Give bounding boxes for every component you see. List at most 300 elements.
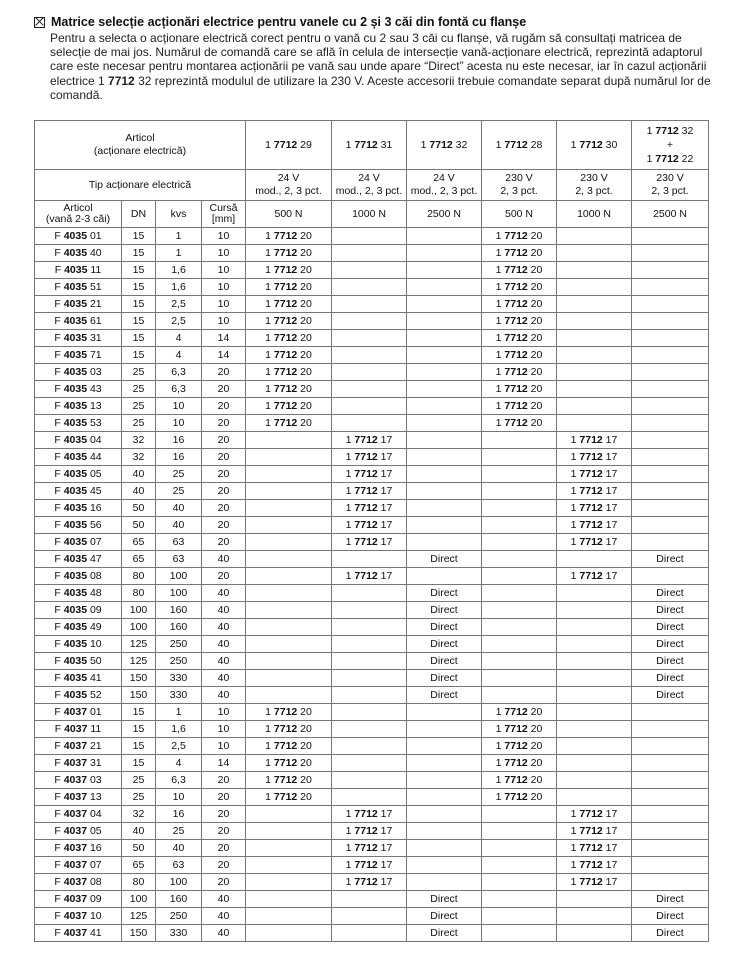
code-suffix: 29 xyxy=(297,139,312,151)
adapter-code-bold: 7712 xyxy=(504,791,528,803)
adapter-cell xyxy=(632,466,709,483)
header-stroke: Cursă [mm] xyxy=(202,201,246,228)
adapter-code-bold: 7712 xyxy=(273,774,298,786)
valve-article-code xyxy=(35,585,122,602)
adapter-code-bold: 7712 xyxy=(504,332,528,344)
code-prefix: F xyxy=(54,281,64,293)
valve-kvs: 40 xyxy=(156,500,202,517)
adapter-code: 1 7712 17 xyxy=(557,517,632,534)
adapter-cell xyxy=(407,483,482,500)
adapter-cell xyxy=(632,568,709,585)
valve-stroke: 14 xyxy=(202,755,246,772)
code-suffix: 10 xyxy=(87,910,102,922)
code-suffix: 71 xyxy=(87,349,102,361)
adapter-code: 1 7712 17 xyxy=(332,534,407,551)
adapter-cell xyxy=(557,262,632,279)
adapter-code: 1 7712 17 xyxy=(332,857,407,874)
table-row xyxy=(35,653,709,670)
adapter-cell xyxy=(632,364,709,381)
valve-article-code xyxy=(35,840,122,857)
valve-article-code xyxy=(35,364,122,381)
code-prefix: F xyxy=(54,689,64,701)
code-bold: 4035 xyxy=(63,587,88,599)
adapter-code-bold: 7712 xyxy=(273,281,298,293)
adapter-code: 1 7712 20 xyxy=(482,738,557,755)
adapter-code: 1 7712 20 xyxy=(246,279,332,296)
code-bold: 4035 xyxy=(63,434,88,446)
adapter-code: 1 7712 20 xyxy=(246,704,332,721)
adapter-code-bold: 7712 xyxy=(273,706,298,718)
code-prefix: F xyxy=(54,723,65,735)
valve-stroke: 20 xyxy=(202,517,246,534)
adapter-cell xyxy=(407,313,482,330)
direct-label: Direct xyxy=(632,670,709,687)
code-prefix: F xyxy=(54,315,64,327)
adapter-code: 1 7712 20 xyxy=(246,789,332,806)
valve-stroke: 14 xyxy=(202,330,246,347)
valve-article-code xyxy=(35,449,122,466)
valve-stroke: 20 xyxy=(202,823,246,840)
valve-dn: 15 xyxy=(122,738,156,755)
valve-kvs: 16 xyxy=(156,806,202,823)
code-bold: 4035 xyxy=(63,638,88,650)
adapter-cell xyxy=(632,517,709,534)
adapter-code: 1 7712 20 xyxy=(482,721,557,738)
adapter-code-bold: 7712 xyxy=(273,366,298,378)
adapter-cell xyxy=(246,636,332,653)
table-row xyxy=(35,330,709,347)
adapter-cell xyxy=(557,789,632,806)
adapter-cell xyxy=(332,585,407,602)
valve-kvs: 100 xyxy=(156,585,202,602)
adapter-code-bold: 7712 xyxy=(504,281,528,293)
adapter-cell xyxy=(557,279,632,296)
valve-stroke: 10 xyxy=(202,738,246,755)
adapter-code-bold: 7712 xyxy=(354,842,378,854)
adapter-cell xyxy=(632,347,709,364)
adapter-code-bold: 7712 xyxy=(354,570,378,582)
valve-kvs: 1,6 xyxy=(156,721,202,738)
adapter-code-bold: 7712 xyxy=(273,791,298,803)
table-row xyxy=(35,738,709,755)
plus-sign: + xyxy=(666,139,674,151)
adapter-code: 1 7712 20 xyxy=(482,415,557,432)
adapter-cell xyxy=(632,806,709,823)
adapter-cell xyxy=(632,840,709,857)
checkbox-cross-icon xyxy=(34,17,45,28)
adapter-code-bold: 7712 xyxy=(273,298,298,310)
code-bold: 4035 xyxy=(63,502,88,514)
header-actuator-type-value: 230 V 2, 3 pct. xyxy=(482,170,557,201)
valve-stroke: 20 xyxy=(202,840,246,857)
code-suffix: 28 xyxy=(527,139,543,151)
code-bold: 4037 xyxy=(63,876,88,888)
code-suffix: 61 xyxy=(87,315,102,327)
adapter-code-bold: 7712 xyxy=(504,349,528,361)
adapter-code: 1 7712 17 xyxy=(557,449,632,466)
table-row xyxy=(35,687,709,704)
adapter-code: 1 7712 20 xyxy=(482,381,557,398)
table-row xyxy=(35,296,709,313)
code-bold: 4035 xyxy=(63,553,88,565)
header-actuator-type-value: 24 V mod., 2, 3 pct. xyxy=(332,170,407,201)
code-suffix: 13 xyxy=(87,791,102,803)
adapter-cell xyxy=(557,687,632,704)
adapter-code-bold: 7712 xyxy=(579,859,603,871)
adapter-cell xyxy=(407,432,482,449)
adapter-cell xyxy=(246,466,332,483)
code-suffix: 32 xyxy=(452,139,468,151)
valve-article-code xyxy=(35,415,122,432)
direct-label: Direct xyxy=(407,585,482,602)
intro-text-2: 32 reprezintă modulul de utilizare la 230 V. Aceste accesorii trebuie comandate separat după numărul lor de comandă. xyxy=(50,73,711,102)
adapter-code-bold: 7712 xyxy=(273,757,298,769)
valve-stroke: 20 xyxy=(202,806,246,823)
valve-article-code xyxy=(35,806,122,823)
direct-label: Direct xyxy=(632,653,709,670)
code-bold: 4035 xyxy=(63,366,88,378)
code-bold: 4035 xyxy=(63,298,88,310)
code-bold: 4035 xyxy=(63,400,88,412)
adapter-cell xyxy=(407,840,482,857)
valve-stroke: 10 xyxy=(202,228,246,245)
adapter-code: 1 7712 20 xyxy=(482,347,557,364)
code-suffix: 40 xyxy=(87,247,102,259)
adapter-code: 1 7712 17 xyxy=(557,483,632,500)
adapter-code-bold: 7712 xyxy=(579,842,603,854)
adapter-cell xyxy=(482,517,557,534)
adapter-code: 1 7712 20 xyxy=(246,755,332,772)
adapter-code-bold: 7712 xyxy=(504,774,528,786)
code-prefix: 1 xyxy=(420,139,430,151)
adapter-cell xyxy=(632,296,709,313)
valve-kvs: 1 xyxy=(156,228,202,245)
valve-dn: 32 xyxy=(122,806,156,823)
adapter-code: 1 7712 17 xyxy=(332,432,407,449)
valve-dn: 100 xyxy=(122,891,156,908)
table-row xyxy=(35,517,709,534)
valve-stroke: 20 xyxy=(202,857,246,874)
adapter-cell xyxy=(246,500,332,517)
valve-kvs: 100 xyxy=(156,568,202,585)
code-suffix: 05 xyxy=(87,825,102,837)
code-suffix: 41 xyxy=(87,927,102,939)
valve-dn: 15 xyxy=(122,245,156,262)
table-row xyxy=(35,245,709,262)
adapter-cell xyxy=(632,415,709,432)
adapter-code: 1 7712 20 xyxy=(246,398,332,415)
adapter-code-bold: 7712 xyxy=(273,723,298,735)
adapter-cell xyxy=(407,245,482,262)
adapter-code-bold: 7712 xyxy=(273,740,298,752)
valve-dn: 25 xyxy=(122,364,156,381)
code-prefix: F xyxy=(54,264,65,276)
code-prefix: F xyxy=(54,808,64,820)
code-prefix: F xyxy=(54,519,64,531)
table-row xyxy=(35,602,709,619)
adapter-cell xyxy=(246,551,332,568)
header-force: 1000 N xyxy=(332,201,407,228)
adapter-code-bold: 7712 xyxy=(579,451,603,463)
code-bold: 7712 xyxy=(579,139,603,151)
table-row xyxy=(35,364,709,381)
header-actuator-code xyxy=(246,121,332,170)
code-bold: 4037 xyxy=(63,791,88,803)
adapter-code-bold: 7712 xyxy=(273,264,298,276)
header-actuator-type-value: 230 V 2, 3 pct. xyxy=(557,170,632,201)
code-suffix: 45 xyxy=(87,485,102,497)
adapter-code-bold: 7712 xyxy=(504,417,528,429)
valve-stroke: 14 xyxy=(202,347,246,364)
valve-dn: 40 xyxy=(122,466,156,483)
code-prefix: F xyxy=(54,485,64,497)
valve-dn: 15 xyxy=(122,704,156,721)
adapter-code: 1 7712 20 xyxy=(246,347,332,364)
valve-dn: 150 xyxy=(122,925,156,942)
valve-dn: 50 xyxy=(122,517,156,534)
adapter-cell xyxy=(332,279,407,296)
adapter-code-bold: 7712 xyxy=(273,247,298,259)
table-row xyxy=(35,313,709,330)
adapter-code-bold: 7712 xyxy=(579,536,603,548)
valve-stroke: 20 xyxy=(202,466,246,483)
header-force: 500 N xyxy=(482,201,557,228)
valve-article-code xyxy=(35,619,122,636)
adapter-cell xyxy=(332,347,407,364)
valve-kvs: 1,6 xyxy=(156,279,202,296)
adapter-cell xyxy=(246,585,332,602)
adapter-code: 1 7712 17 xyxy=(557,823,632,840)
code-prefix: 1 xyxy=(646,153,656,165)
adapter-cell xyxy=(632,823,709,840)
code-prefix: 1 xyxy=(646,125,656,137)
direct-label: Direct xyxy=(407,908,482,925)
adapter-code: 1 7712 17 xyxy=(332,449,407,466)
adapter-cell xyxy=(332,687,407,704)
valve-kvs: 250 xyxy=(156,908,202,925)
adapter-cell xyxy=(332,551,407,568)
adapter-cell xyxy=(246,840,332,857)
table-row xyxy=(35,415,709,432)
adapter-code-bold: 7712 xyxy=(504,757,528,769)
valve-kvs: 2,5 xyxy=(156,313,202,330)
adapter-cell xyxy=(407,296,482,313)
adapter-cell xyxy=(557,347,632,364)
valve-article-code xyxy=(35,636,122,653)
adapter-code-bold: 7712 xyxy=(504,706,528,718)
code-suffix: 07 xyxy=(87,536,102,548)
adapter-cell xyxy=(332,908,407,925)
valve-article-code xyxy=(35,347,122,364)
adapter-cell xyxy=(482,534,557,551)
direct-label: Direct xyxy=(407,670,482,687)
valve-kvs: 160 xyxy=(156,619,202,636)
adapter-cell xyxy=(632,483,709,500)
valve-article-code xyxy=(35,551,122,568)
adapter-code-bold: 7712 xyxy=(354,485,378,497)
adapter-code: 1 7712 20 xyxy=(246,262,332,279)
adapter-code-bold: 7712 xyxy=(273,383,298,395)
adapter-code: 1 7712 17 xyxy=(557,840,632,857)
table-row xyxy=(35,568,709,585)
adapter-cell xyxy=(557,908,632,925)
adapter-cell xyxy=(632,500,709,517)
valve-dn: 25 xyxy=(122,415,156,432)
section-heading xyxy=(34,14,724,30)
code-bold: 4037 xyxy=(63,842,88,854)
adapter-cell xyxy=(246,449,332,466)
valve-dn: 150 xyxy=(122,670,156,687)
table-row xyxy=(35,347,709,364)
adapter-cell xyxy=(557,551,632,568)
code-bold: 7712 xyxy=(655,153,679,165)
adapter-cell xyxy=(557,772,632,789)
adapter-cell xyxy=(557,381,632,398)
valve-stroke: 20 xyxy=(202,568,246,585)
valve-kvs: 250 xyxy=(156,653,202,670)
code-prefix: F xyxy=(54,366,64,378)
code-bold: 4035 xyxy=(63,536,88,548)
code-bold: 4035 xyxy=(63,383,88,395)
code-suffix: 13 xyxy=(87,400,102,412)
code-prefix: 1 xyxy=(495,139,505,151)
adapter-cell xyxy=(407,874,482,891)
adapter-cell xyxy=(332,636,407,653)
adapter-cell xyxy=(557,296,632,313)
valve-kvs: 250 xyxy=(156,636,202,653)
code-prefix: F xyxy=(54,825,64,837)
valve-kvs: 2,5 xyxy=(156,296,202,313)
adapter-cell xyxy=(482,653,557,670)
adapter-cell xyxy=(407,823,482,840)
adapter-cell xyxy=(482,551,557,568)
code-suffix: 41 xyxy=(87,672,102,684)
code-suffix: 11 xyxy=(87,264,102,276)
adapter-code: 1 7712 17 xyxy=(332,483,407,500)
valve-stroke: 20 xyxy=(202,449,246,466)
adapter-cell xyxy=(332,925,407,942)
direct-label: Direct xyxy=(632,585,709,602)
adapter-cell xyxy=(332,262,407,279)
code-bold: 4037 xyxy=(63,910,88,922)
valve-kvs: 1 xyxy=(156,704,202,721)
valve-dn: 80 xyxy=(122,874,156,891)
adapter-code: 1 7712 20 xyxy=(246,415,332,432)
adapter-code-bold: 7712 xyxy=(579,468,603,480)
adapter-code: 1 7712 17 xyxy=(557,500,632,517)
adapter-code-bold: 7712 xyxy=(354,859,378,871)
valve-kvs: 330 xyxy=(156,925,202,942)
direct-label: Direct xyxy=(407,891,482,908)
valve-article-code xyxy=(35,517,122,534)
code-bold: 4035 xyxy=(63,468,88,480)
code-bold: 7712 xyxy=(504,139,528,151)
table-row xyxy=(35,483,709,500)
adapter-code: 1 7712 17 xyxy=(332,840,407,857)
code-suffix: 53 xyxy=(87,417,102,429)
direct-label: Direct xyxy=(632,908,709,925)
adapter-code: 1 7712 20 xyxy=(482,398,557,415)
valve-dn: 125 xyxy=(122,653,156,670)
valve-stroke: 10 xyxy=(202,721,246,738)
code-bold: 4037 xyxy=(64,723,88,735)
adapter-cell xyxy=(407,228,482,245)
adapter-cell xyxy=(407,772,482,789)
code-suffix: 32 xyxy=(678,125,694,137)
adapter-cell xyxy=(332,228,407,245)
adapter-code-bold: 7712 xyxy=(504,247,528,259)
code-prefix: F xyxy=(54,468,64,480)
adapter-code: 1 7712 20 xyxy=(246,245,332,262)
header-row-valve xyxy=(35,201,709,228)
header-article-actuator: Articol (acționare electrică) xyxy=(35,121,246,170)
code-prefix: F xyxy=(54,910,64,922)
adapter-cell xyxy=(482,483,557,500)
adapter-code: 1 7712 17 xyxy=(557,874,632,891)
adapter-cell xyxy=(246,806,332,823)
adapter-cell xyxy=(407,755,482,772)
valve-stroke: 20 xyxy=(202,789,246,806)
header-dn: DN xyxy=(122,201,156,228)
adapter-code: 1 7712 17 xyxy=(557,534,632,551)
adapter-cell xyxy=(407,466,482,483)
valve-dn: 25 xyxy=(122,772,156,789)
adapter-code: 1 7712 20 xyxy=(482,755,557,772)
valve-article-code xyxy=(35,721,122,738)
adapter-cell xyxy=(246,653,332,670)
valve-kvs: 330 xyxy=(156,670,202,687)
adapter-code-bold: 7712 xyxy=(273,349,298,361)
valve-stroke: 20 xyxy=(202,500,246,517)
code-bold: 4035 xyxy=(64,264,88,276)
adapter-cell xyxy=(246,534,332,551)
adapter-code-bold: 7712 xyxy=(273,417,298,429)
table-row xyxy=(35,636,709,653)
direct-label: Direct xyxy=(407,687,482,704)
direct-label: Direct xyxy=(407,551,482,568)
code-suffix: 48 xyxy=(87,587,102,599)
valve-stroke: 20 xyxy=(202,364,246,381)
table-row xyxy=(35,585,709,602)
code-bold: 4037 xyxy=(63,927,88,939)
valve-kvs: 16 xyxy=(156,449,202,466)
header-actuator-code xyxy=(332,121,407,170)
adapter-cell xyxy=(632,279,709,296)
valve-stroke: 20 xyxy=(202,432,246,449)
code-suffix: 21 xyxy=(87,740,102,752)
direct-label: Direct xyxy=(632,925,709,942)
valve-stroke: 10 xyxy=(202,313,246,330)
code-prefix: F xyxy=(54,570,64,582)
adapter-cell xyxy=(332,721,407,738)
table-row xyxy=(35,534,709,551)
valve-kvs: 6,3 xyxy=(156,772,202,789)
code-prefix: 1 xyxy=(265,139,274,151)
code-suffix: 50 xyxy=(87,655,102,667)
adapter-code: 1 7712 20 xyxy=(482,228,557,245)
adapter-cell xyxy=(557,330,632,347)
table-row xyxy=(35,398,709,415)
code-prefix: F xyxy=(54,774,64,786)
code-bold: 7712 xyxy=(354,139,378,151)
table-row xyxy=(35,925,709,942)
valve-kvs: 1 xyxy=(156,245,202,262)
adapter-cell xyxy=(632,228,709,245)
code-bold: 4035 xyxy=(63,230,88,242)
valve-stroke: 10 xyxy=(202,296,246,313)
valve-article-code xyxy=(35,296,122,313)
adapter-cell xyxy=(407,347,482,364)
